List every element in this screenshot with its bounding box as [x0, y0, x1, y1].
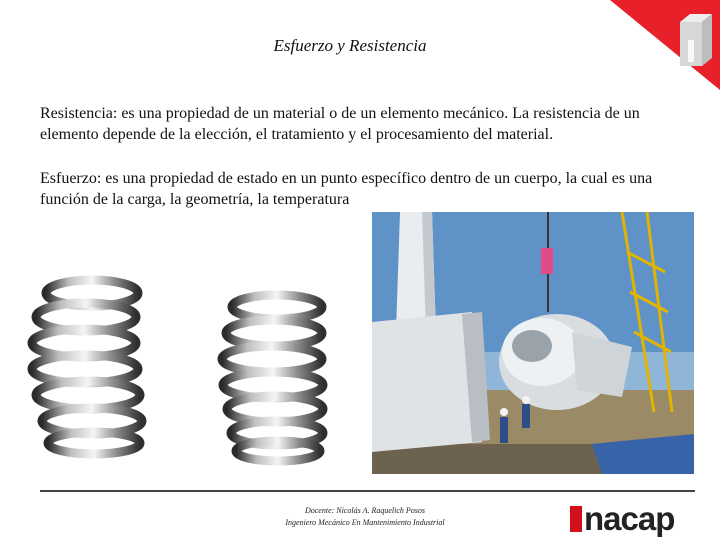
footer-role: Ingeniero Mecánico En Mantenimiento Industrial [285, 518, 445, 527]
wind-turbine-photo [372, 212, 694, 474]
slide-title: Esfuerzo y Resistencia [273, 36, 427, 55]
logo-mark [570, 506, 582, 532]
footer-credits [240, 505, 490, 529]
logo-text: nacap [584, 500, 675, 537]
footer-instructor: Docente: Nicolás A. Raquelich Posos [304, 506, 426, 515]
coil-springs-image [22, 245, 347, 473]
inacap-logo [570, 502, 674, 536]
paragraph-esfuerzo: Esfuerzo: es una propiedad de estado en un punto específico dentro de un cuerpo, la cual es una función de la carga, la geometría, la temperatura [40, 170, 653, 208]
footer-divider [40, 490, 695, 492]
paragraph-resistencia: Resistencia: es una propiedad de un material o de un elemento mecánico. La resistencia de un elemento depende de la elección, el tratamiento y el procesamiento del material. [40, 105, 640, 143]
